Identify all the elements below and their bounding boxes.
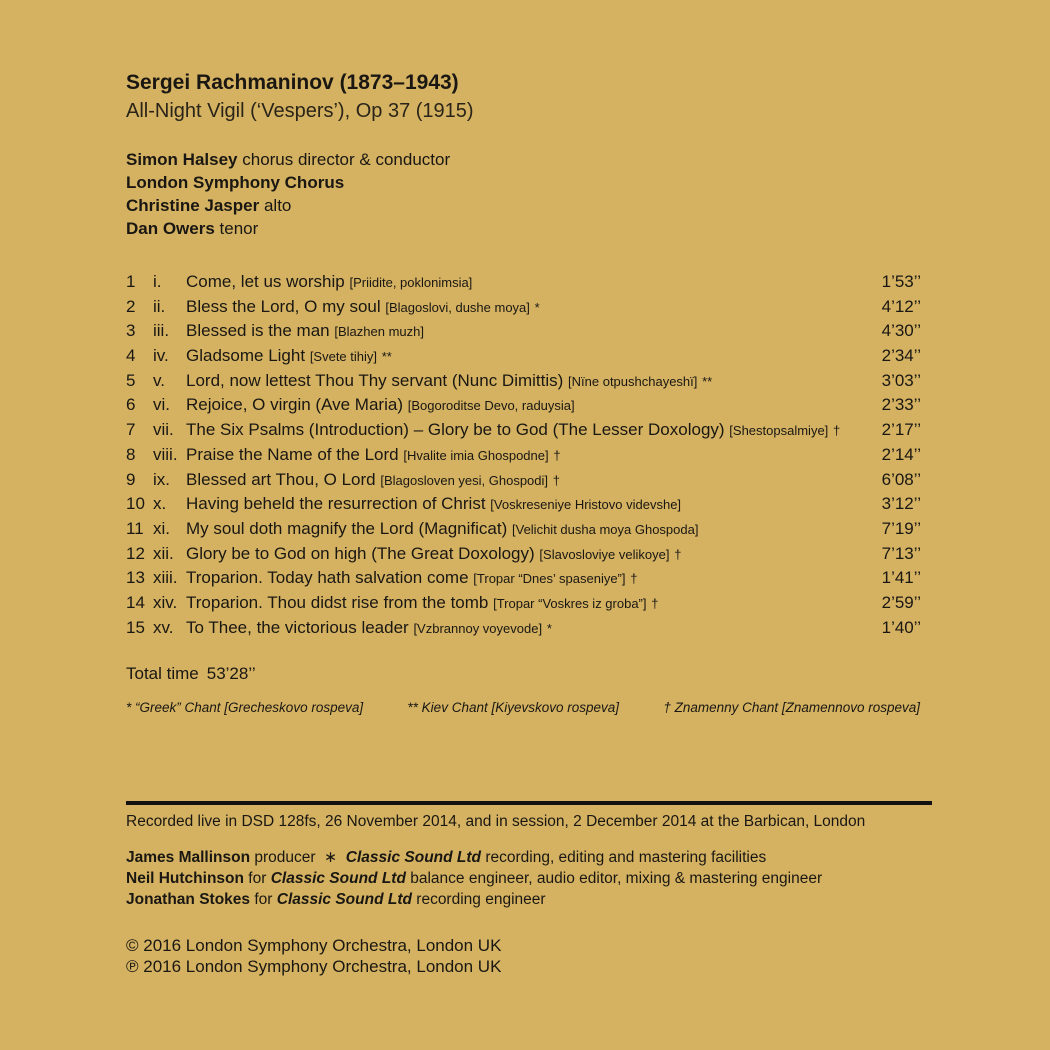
track-title: Lord, now lettest Thou Thy servant (Nunc Dimittis) [186,370,564,390]
track-number: 10 [126,494,145,514]
track-russian-title: [Tropar “Dnes’ spaseniye”] [473,571,626,587]
track-number: 11 [126,518,144,538]
track-title: To Thee, the victorious leader [186,617,409,637]
track-russian-title: [Velichit dusha moya Ghospoda] [512,521,699,537]
track-row [126,494,932,519]
track-movement: x. [153,494,167,514]
track-duration: 2’17’’ [881,420,921,440]
track-movement: v. [153,370,165,390]
track-russian-title: [Nïne otpushchayeshï] [568,373,698,389]
copyright-block [126,935,932,977]
track-number: 2 [126,296,136,316]
track-duration: 7’19’’ [881,518,921,538]
performer: London Symphony Chorus [126,173,345,192]
track-list [126,272,932,642]
track-title: Come, let us worship [186,272,345,291]
track-russian-title: [Vzbrannoy voyevode] [413,620,543,636]
staff-credits [126,847,932,910]
track-russian-title: [Hvalite imia Ghospodne] [403,447,549,463]
track-russian-title: [Blagoslovi, dushe moya] [385,299,530,315]
track-movement: xv. [153,617,174,637]
track-title-cell [186,395,861,420]
track-title-cell [186,371,861,396]
total-time-value: 53’28’’ [206,664,256,684]
track-movement: xiv. [153,592,178,612]
track-duration: 4’12’’ [881,296,921,316]
track-russian-title: [Blagosloven yesi, Ghospodi] [380,472,549,488]
track-row [126,470,932,495]
track-title: The Six Psalms (Introduction) – Glory be to God (The Lesser Doxology) [186,420,725,440]
track-movement: xi. [153,518,170,538]
performer: Christine Jasper alto [126,196,292,215]
track-movement: vii. [153,420,174,440]
track-row [126,272,932,297]
track-row [126,519,932,544]
track-chant-mark: ** [702,373,713,389]
track-title-cell [186,618,861,643]
track-chant-mark: † [651,595,659,611]
track-chant-mark: * [546,620,552,636]
track-title: Praise the Name of the Lord [186,444,399,464]
track-movement: iii. [153,321,170,341]
track-row [126,371,932,396]
track-chant-mark: † [833,423,841,439]
track-title-cell [186,321,861,346]
track-movement: vi. [153,395,170,415]
track-duration: 2’34’’ [881,346,921,366]
track-title-cell [186,297,861,322]
track-row [126,420,932,445]
track-chant-mark: † [630,571,638,587]
track-chant-mark: † [674,546,682,562]
track-row [126,568,932,593]
track-duration: 3’12’’ [881,494,921,514]
track-chant-mark: † [552,472,560,488]
track-title: My soul doth magnify the Lord (Magnificat) [186,518,508,538]
track-russian-title: [Blazhen muzh] [334,324,424,340]
track-number: 5 [126,370,136,390]
track-title: Gladsome Light [186,346,306,366]
track-title: Blessed is the man [186,321,330,341]
track-title: Troparion. Thou didst rise from the tomb [186,592,489,612]
performer: Dan Owers tenor [126,219,259,238]
track-movement: ii. [153,296,166,316]
track-duration: 1’41’’ [881,568,921,588]
track-russian-title: [Tropar “Voskres iz groba”] [493,595,647,611]
footnote-greek: * “Greek” Chant [Grecheskovo rospeva] [126,700,364,716]
track-number: 15 [126,617,145,637]
performer: Simon Halsey chorus director & conductor [126,150,451,169]
track-title: Having beheld the resurrection of Christ [186,494,486,514]
track-russian-title: [Shestopsalmiye] [729,423,829,439]
track-duration: 2’14’’ [881,444,921,464]
track-russian-title: [Priidite, poklonimsia] [349,275,473,290]
track-duration: 1’53’’ [881,272,921,291]
track-title-cell [186,420,861,445]
track-russian-title: [Voskreseniye Hristovo videvshe] [490,497,682,513]
composer-title: Sergei Rachmaninov (1873–1943) [126,71,459,94]
track-row [126,321,932,346]
track-movement: i. [153,272,162,291]
track-row [126,618,932,643]
track-movement: xii. [153,543,174,563]
track-row [126,445,932,470]
track-title-cell [186,445,861,470]
track-title-cell [186,346,861,371]
track-title-cell [186,593,861,618]
divider-rule [126,801,932,805]
total-time [126,664,932,684]
track-russian-title: [Slavosloviye velikoye] [539,546,670,562]
credit-line: Neil Hutchinson for Classic Sound Ltd balance engineer, audio editor, mixing & mastering engineer [126,870,823,887]
track-duration: 4’30’’ [881,321,921,341]
track-title: Rejoice, O virgin (Ave Maria) [186,395,403,415]
track-row [126,395,932,420]
track-movement: ix. [153,469,170,489]
phonogram-line: ℗ 2016 London Symphony Orchestra, London UK [126,957,502,976]
track-title-cell [186,494,861,519]
track-row [126,346,932,371]
track-title-cell [186,470,861,495]
track-number: 6 [126,395,136,415]
track-row [126,297,932,322]
track-number: 3 [126,321,136,341]
track-chant-mark: * [534,299,540,315]
track-duration: 7’13’’ [881,543,921,563]
track-number: 12 [126,543,145,563]
track-number: 14 [126,592,145,612]
track-title-cell [186,519,861,544]
track-chant-mark: ** [381,349,392,365]
track-title-cell [186,544,861,569]
track-title: Bless the Lord, O my soul [186,296,381,316]
track-chant-mark: † [553,447,561,463]
credit-line: James Mallinson producer ∗ Classic Sound Ltd recording, editing and mastering facilities [126,849,767,866]
track-duration: 6’08’’ [881,469,921,489]
credit-line: Jonathan Stokes for Classic Sound Ltd recording engineer [126,891,546,908]
track-movement: iv. [153,346,169,366]
track-title-cell [186,568,861,593]
recording-info: Recorded live in DSD 128fs, 26 November 2014, and in session, 2 December 2014 at the Barbican, London [126,813,866,830]
track-row [126,544,932,569]
track-title: Blessed art Thou, O Lord [186,469,376,489]
track-duration: 2’59’’ [881,592,921,612]
track-row [126,593,932,618]
track-number: 4 [126,346,136,366]
footnote-znamenny: † Znamenny Chant [Znamennovo rospeva] [663,700,920,716]
track-title-cell [186,272,861,297]
performers-list [126,148,932,240]
footnotes [126,700,920,715]
work-title: All-Night Vigil (‘Vespers’), Op 37 (1915) [126,100,474,122]
total-time-label: Total time [126,664,199,684]
track-movement: xiii. [153,568,178,588]
track-title: Glory be to God on high (The Great Doxology) [186,543,535,563]
track-duration: 2’33’’ [881,395,921,415]
footnote-kiev: ** Kiev Chant [Kiyevskovo rospeva] [407,700,620,716]
track-duration: 3’03’’ [881,370,921,390]
copyright-line: © 2016 London Symphony Orchestra, London UK [126,936,502,955]
track-number: 7 [126,420,136,440]
track-title: Troparion. Today hath salvation come [186,568,469,588]
track-duration: 1’40’’ [881,617,921,637]
credits-section [126,812,932,977]
track-russian-title: [Bogoroditse Devo, raduysia] [407,398,575,414]
track-number: 9 [126,469,136,489]
track-number: 13 [126,568,145,588]
booklet-page [126,70,932,715]
track-russian-title: [Svete tihiy] [309,349,378,365]
track-movement: viii. [153,444,178,464]
track-number: 1 [126,272,136,291]
track-number: 8 [126,444,136,464]
